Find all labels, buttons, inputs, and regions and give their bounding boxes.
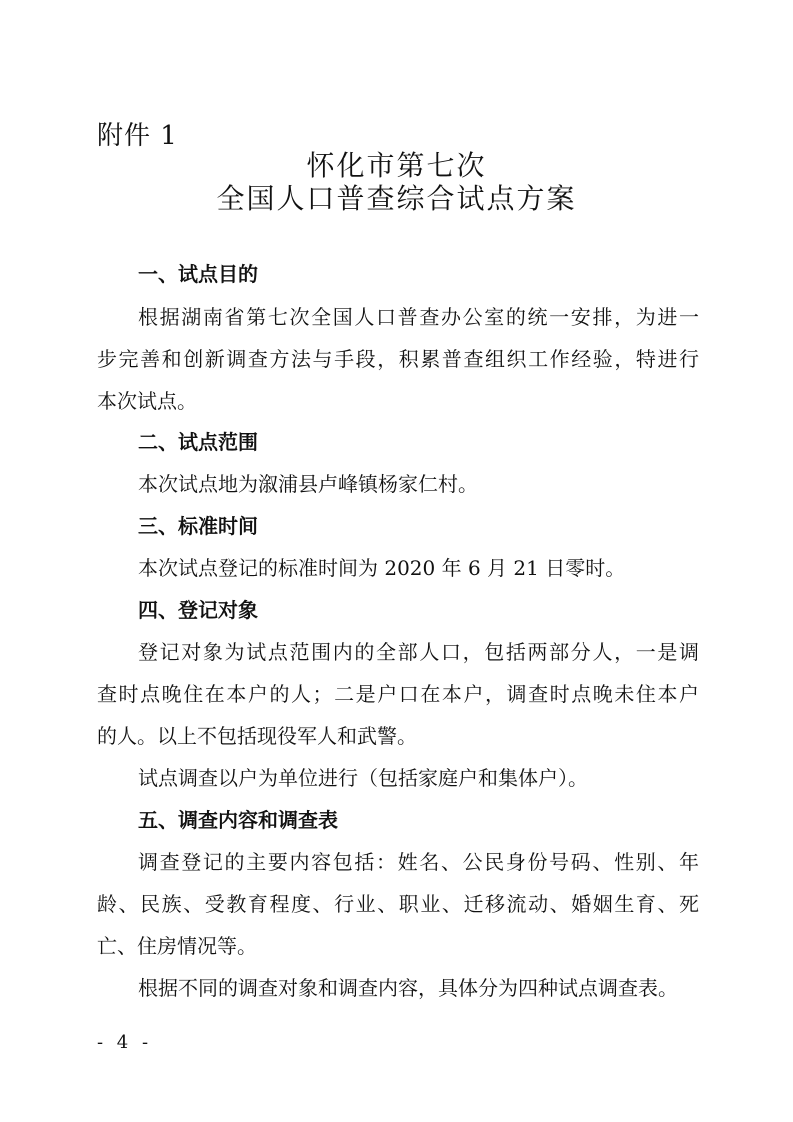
- section-heading-survey-content: 五、调查内容和调查表: [138, 808, 338, 832]
- page-number: - 4 -: [97, 1032, 153, 1053]
- paragraph-line: 本次试点。: [97, 389, 197, 413]
- paragraph-line: 本次试点登记的标准时间为 2020 年 6 月 21 日零时。: [138, 556, 626, 580]
- section-heading-standard-time: 三、标准时间: [138, 514, 258, 538]
- paragraph-line: 龄、民族、受教育程度、行业、职业、迁移流动、婚姻生育、死: [97, 892, 699, 916]
- paragraph-line: 调查登记的主要内容包括：姓名、公民身份号码、性别、年: [138, 850, 699, 874]
- paragraph-line: 查时点晚住在本户的人；二是户口在本户，调查时点晚未住本户: [97, 682, 699, 706]
- paragraph-line: 登记对象为试点范围内的全部人口，包括两部分人，一是调: [138, 640, 699, 664]
- paragraph-line: 亡、住房情况等。: [97, 934, 257, 958]
- paragraph-line: 的人。以上不包括现役军人和武警。: [97, 724, 417, 748]
- paragraph-line: 根据不同的调查对象和调查内容，具体分为四种试点调查表。: [138, 976, 678, 1000]
- paragraph-line: 步完善和创新调查方法与手段，积累普查组织工作经验，特进行: [97, 347, 699, 371]
- section-heading-registration-subjects: 四、登记对象: [138, 598, 258, 622]
- document-title-line-2: 全国人口普查综合试点方案: [216, 182, 577, 215]
- section-heading-scope: 二、试点范围: [138, 430, 258, 454]
- section-heading-purpose: 一、试点目的: [138, 262, 258, 286]
- paragraph-line: 本次试点地为溆浦县卢峰镇杨家仁村。: [138, 472, 478, 496]
- paragraph-line: 根据湖南省第七次全国人口普查办公室的统一安排，为进一: [138, 305, 699, 329]
- attachment-label: 附件 1: [97, 121, 178, 151]
- document-title-line-1: 怀化市第七次: [306, 149, 487, 182]
- paragraph-line: 试点调查以户为单位进行（包括家庭户和集体户）。: [138, 766, 588, 790]
